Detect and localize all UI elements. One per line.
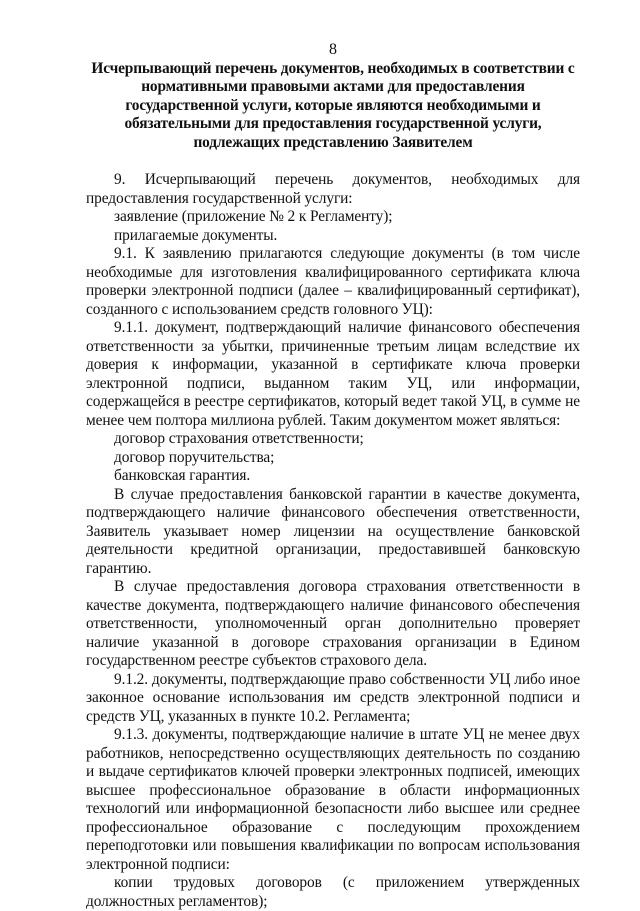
list-item: копии трудовых договоров (с приложением утвержденных должностных регламентов); — [86, 874, 580, 910]
paragraph: 9.1. К заявлению прилагаются следующие документы (в том числе необходимые для изготовления квалифицированного сертификата ключа проверки электронной подписи (далее – квалифицированный сертификат), созданного с использованием средств головного УЦ): — [86, 245, 580, 318]
list-item: договор страхования ответственности; — [114, 430, 364, 448]
paragraph: 9.1.2. документы, подтверждающие право собственности УЦ либо иное законное основание использования им средств электронной подписи и средств УЦ, указанных в пункте 10.2. Регламента; — [86, 670, 580, 725]
paragraph: 9. Исчерпывающий перечень документов, необходимых для предоставления государственной услуги: — [86, 171, 580, 207]
page-number: 8 — [329, 41, 337, 58]
paragraph: 9.1.1. документ, подтверждающий наличие финансового обеспечения ответственности за убытки, причиненные третьим лицам вследствие их доверия к информации, указанной в сертификате ключа проверки электронной подписи, выданном таким УЦ, или информации, содержащейся в реестре сертификатов, который ведет такой УЦ, в сумме не менее чем полтора миллиона рублей. Таким документом может являться: — [86, 319, 580, 429]
paragraph: В случае предоставления банковской гарантии в качестве документа, подтверждающего наличие финансового обеспечения ответственности, Заявитель указывает номер лицензии на осуществление банковской деятельности кредитной организации, предоставившей банковскую гарантию. — [86, 485, 580, 577]
list-item: прилагаемые документы. — [114, 226, 278, 244]
section-heading: Исчерпывающий перечень документов, необходимых в соответствии с нормативными правовыми актами для предоставления государственной услуги, которые являются необходимыми и обязательными для предоставления государственной услуги, подлежащих представлению Заявителем — [91, 60, 575, 151]
list-item: банковская гарантия. — [114, 467, 251, 485]
document-page — [86, 40, 580, 911]
list-item: заявление (приложение № 2 к Регламенту); — [114, 208, 393, 226]
paragraph: В случае предоставления договора страхования ответственности в качестве документа, подтверждающего наличие финансового обеспечения ответственности, уполномоченный орган дополнительно проверяет наличие указанной в договоре страхования организации в Едином государственном реестре субъектов страхового дела. — [86, 578, 580, 670]
paragraph: 9.1.3. документы, подтверждающие наличие в штате УЦ не менее двух работников, непосредственно осуществляющих деятельность по созданию и выдаче сертификатов ключей проверки электронных подписей, имеющих высшее профессиональное образование в области информационных технологий или информационной безопасности либо высшее или среднее профессиональное образование с последующим прохождением переподготовки или повышения квалификации по вопросам использования электронной подписи: — [86, 726, 580, 873]
list-item: договор поручительства; — [114, 448, 275, 466]
